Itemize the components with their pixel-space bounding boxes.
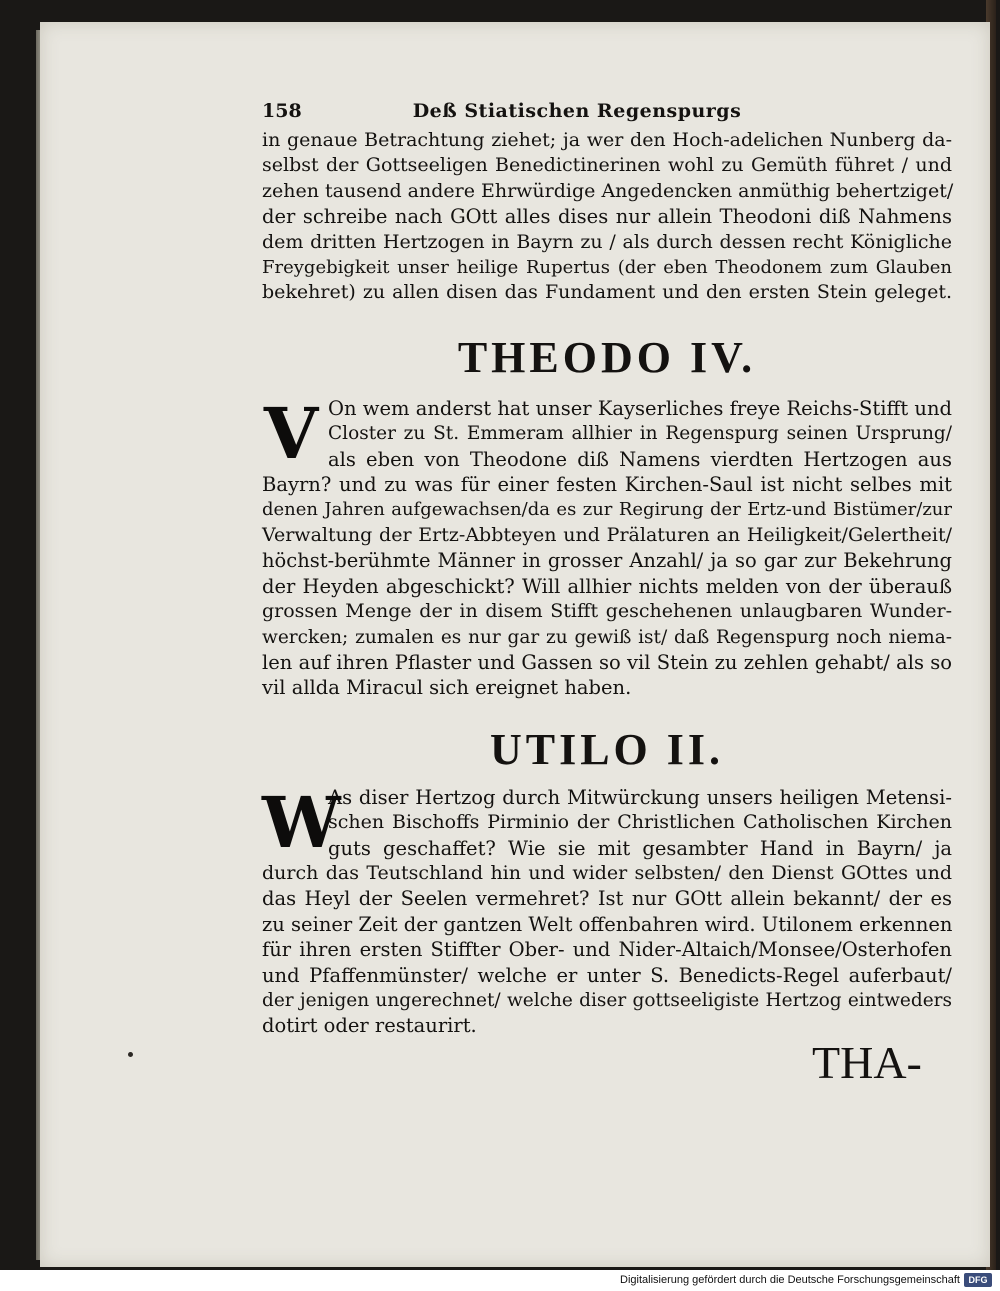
running-header [262, 100, 952, 128]
text-line: zehen tausend andere Ehrwürdige Angedencken anmüthig behertziget/ [262, 179, 954, 202]
text-line: dotirt oder restaurirt. [262, 1014, 477, 1038]
text-line: len auf ihren Pflaster und Gassen so vil Stein zu zehlen gehabt/ als so [262, 650, 952, 674]
section-utilo-paragraph [262, 861, 952, 1039]
text-line: On wem anderst hat unser Kayserliches freye Reichs-Stifft und [328, 396, 952, 420]
text-line: selbst der Gottseeligen Benedictinerinen wohl zu Gemüth führet / und [262, 154, 952, 177]
text-line: und Pfaffenmünster/ welche er unter S. Benedicts-Regel auferbaut/ [262, 963, 952, 987]
page-content [262, 100, 952, 1039]
dropcap-lines [262, 780, 952, 864]
text-line: As diser Hertzog durch Mitwürckung unsers heiligen Metensi- [328, 785, 952, 809]
section-theodo-paragraph [262, 472, 952, 701]
text-line: als eben von Theodone diß Namens vierdten Hertzogen aus [328, 447, 952, 471]
text-line: das Heyl der Seelen vermehret? Ist nur GOtt allein bekannt/ der es [262, 887, 952, 911]
section-utilo-body [262, 780, 953, 1039]
text-line: in genaue Betrachtung ziehet; ja wer den Hoch-adelichen Nunberg da- [262, 129, 952, 151]
text-line: bekehret) zu allen disen das Fundament und den ersten Stein geleget. [262, 281, 952, 304]
footer-bar [0, 1270, 1000, 1291]
text-line: durch das Teutschland hin und wider selbsten/ den Dienst GOttes und [262, 861, 952, 884]
text-line: Bayrn? und zu was für einer festen Kirchen-Saul ist nicht selbes mit [262, 473, 952, 497]
section-heading-theodo: THEODO IV. [457, 332, 757, 382]
text-line: der jenigen ungerechnet/ welche diser gottseeligiste Hertzog eintweders [262, 989, 952, 1011]
dfg-logo-icon: DFG [964, 1273, 992, 1287]
text-line: für ihren ersten Stiffter Ober- und Nider-Altaich/Monsee/Osterhofen [262, 938, 952, 962]
text-line: vil allda Miracul sich ereignet haben. [262, 676, 632, 700]
drop-cap-initial: W [262, 780, 341, 864]
section-heading-utilo: UTILO II. [489, 724, 725, 774]
text-line: höchst-berühmte Männer in grosser Anzahl/ ja so gar zur Bekehrung [262, 549, 952, 573]
text-line: zu seiner Zeit der gantzen Welt offenbahren wird. Utilonem erkennen [262, 912, 953, 936]
running-title: Deß Stiatischen Regenspurgs [412, 100, 742, 122]
footer-credit: Digitalisierung gefördert durch die Deutsche Forschungsgemeinschaft [620, 1274, 960, 1286]
intro-paragraph [262, 128, 952, 306]
ink-spot [128, 1052, 133, 1057]
section-theodo-body [262, 391, 952, 701]
text-line: denen Jahren aufgewachsen/da es zur Regirung der Ertz-und Bistümer/zur [262, 499, 952, 521]
dropcap-lines [262, 391, 952, 475]
text-line: wercken; zumalen es nur gar zu gewiß ist/ daß Regenspurg noch niema- [262, 626, 952, 648]
text-line: Freygebigkeit unser heilige Rupertus (der eben Theodonem zum Glauben [262, 257, 952, 279]
text-line: grossen Menge der in disem Stifft geschehenen unlaugbaren Wunder- [262, 600, 952, 623]
text-line: der schreibe nach GOtt alles dises nur allein Theodoni diß Nahmens [262, 205, 952, 229]
text-line: schen Bischoffs Pirminio der Christlichen Catholischen Kirchen [328, 811, 952, 834]
text-line: dem dritten Hertzogen in Bayrn zu / als durch dessen recht Königliche [262, 230, 952, 253]
page-number: 158 [262, 100, 302, 122]
text-line: Verwaltung der Ertz-Abbteyen und Prälaturen an Heiligkeit/Gelertheit/ [262, 523, 952, 546]
text-line: guts geschaffet? Wie sie mit gesambter Hand in Bayrn/ ja [328, 836, 952, 860]
drop-cap-initial: V [263, 391, 319, 475]
catchword: THA- [812, 1037, 922, 1088]
text-line: Closter zu St. Emmeram allhier in Regenspurg seinen Ursprung/ [328, 423, 952, 445]
text-line: der Heyden abgeschickt? Will allhier nichts melden von der überauß [262, 574, 952, 598]
